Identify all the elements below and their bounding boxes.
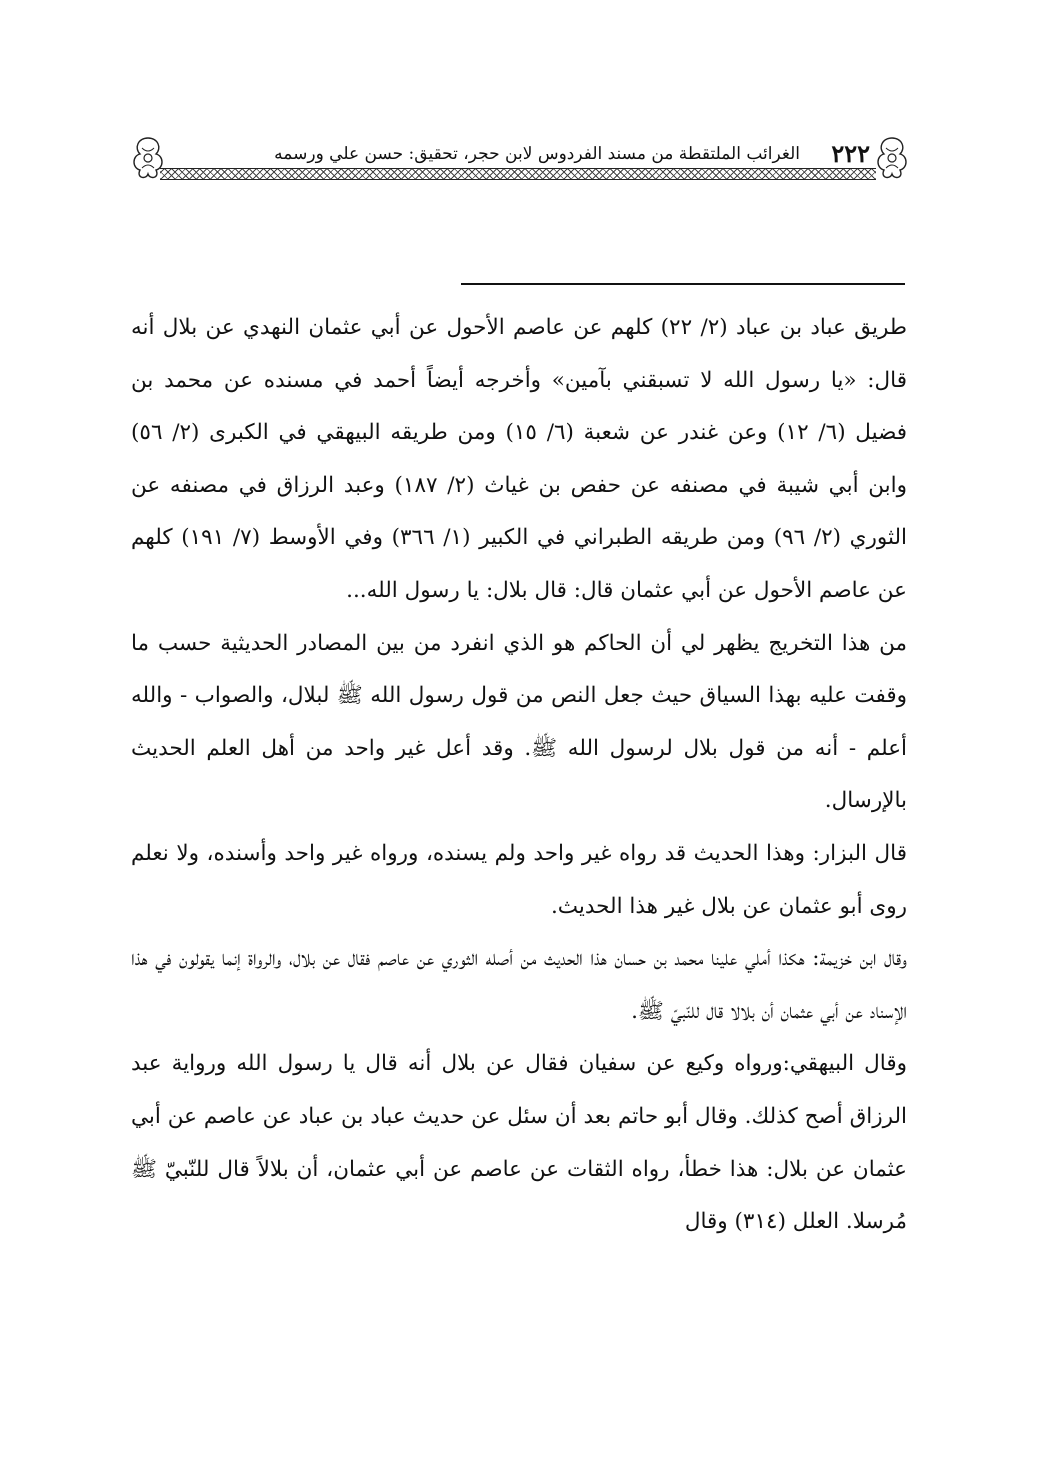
paragraph-ibn-khuzaymah: وقال ابن خزيمة: هكذا أملي علينا محمد بن حسان هذا الحديث من أصله الثوري عن عاصم فقال عن بلال، والرواة إنما يقولون في هذا الإسناد عن أبي عثمان أن بلالا قال للنّبيّ ﷺ. [131, 946, 907, 1024]
paragraph-bayhaqi: وقال البيهقي:ورواه وكيع عن سفيان فقال عن بلال أنه قال يا رسول الله ورواية عبد الرزاق أصح كذلك. وقال أبو حاتم بعد أن سئل عن حديث عباد بن عباد عن عاصم عن أبي عثمان عن بلال: هذا خطأ، رواه الثقات عن عاصم عن أبي عثمان، أن بلالاً قال للنّبيّ ﷺ مُرسلا. العلل (٣١٤) وقال [131, 1051, 907, 1235]
footnote-body [131, 302, 907, 1249]
paragraph-analysis: من هذا التخريج يظهر لي أن الحاكم هو الذي انفرد من بين المصادر الحديثية حسب ما وقفت عليه بهذا السياق حيث جعل النص من قول رسول الله ﷺ لبلال، والصواب - والله أعلم - أنه من قول بلال لرسول الله ﷺ. وقد أعل غير واحد من أهل العلم الحديث بالإرسال. [131, 630, 907, 814]
page-number: ٢٢٢ [831, 139, 870, 168]
floral-ornament-icon [874, 134, 910, 182]
paragraph-takhrij: طريق عباد بن عباد (٢/ ٢٢) كلهم عن عاصم الأحول عن أبي عثمان النهدي عن بلال أنه قال: «يا رسول الله لا تسبقني بآمين» وأخرجه أيضاً أحمد في مسنده عن محمد بن فضيل (٦/ ١٢) وعن غندر عن شعبة (٦/ ١٥) ومن طريقه البيهقي في الكبرى (٢/ ٥٦) وابن أبي شيبة في مصنفه عن حفص بن غياث (٢/ ١٨٧) وعبد الرزاق في مصنفه عن الثوري (٢/ ٩٦) ومن طريقه الطبراني في الكبير (١/ ٣٦٦) وفي الأوسط (٧/ ١٩١) كلهم عن عاصم الأحول عن أبي عثمان قال: قال بلال: يا رسول الله... [131, 315, 908, 603]
footnote-separator [461, 283, 905, 285]
paragraph-bazzar: قال البزار: وهذا الحديث قد رواه غير واحد ولم يسنده، ورواه غير واحد وأسنده، ولا نعلم روى أبو عثمان عن بلال غير هذا الحديث. [131, 840, 907, 919]
header-decorative-band [160, 168, 876, 180]
running-title: الغرائب الملتقطة من مسند الفردوس لابن حجر، تحقيق: حسن علي ورسمه [274, 144, 800, 164]
floral-ornament-icon [130, 134, 166, 182]
page-header [130, 134, 910, 182]
